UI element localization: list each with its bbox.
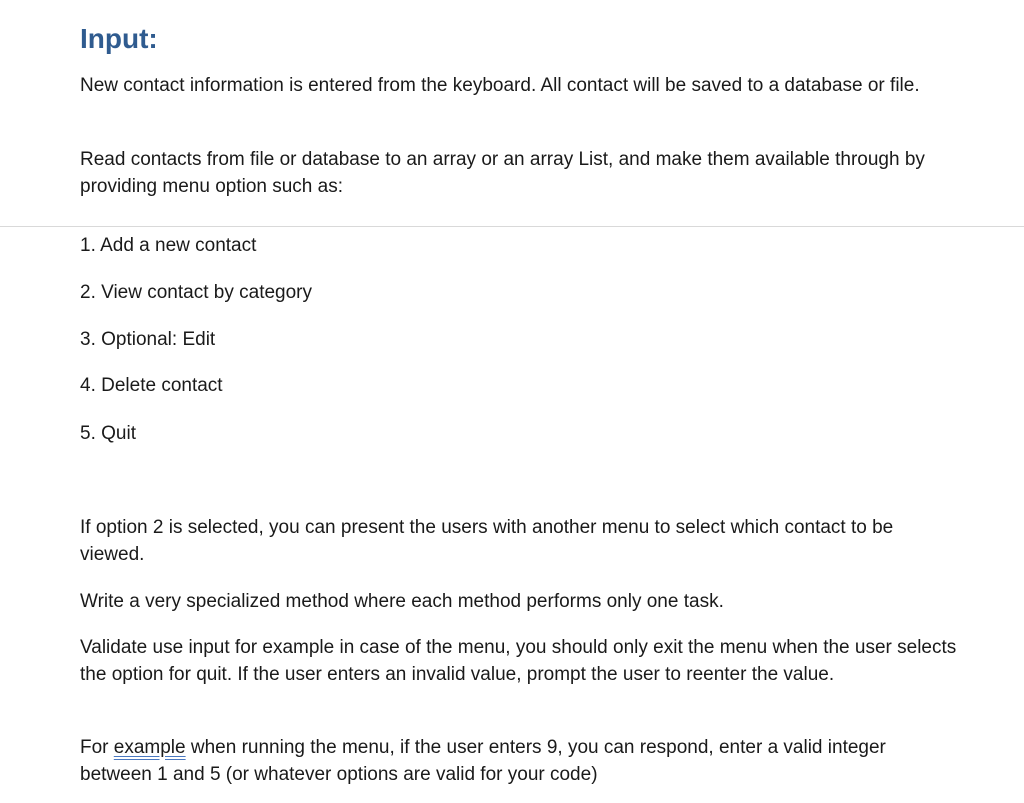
paragraph-example xyxy=(80,735,960,788)
example-suffix: when running the menu, if the user enters 9, you can respond, enter a valid integer between 1 and 5 (or whatever options are valid for your code) xyxy=(80,737,886,785)
menu-item-edit: 3. Optional: Edit xyxy=(80,329,216,350)
paragraph-option-two: If option 2 is selected, you can present the users with another menu to select which contact to be viewed. xyxy=(80,517,894,565)
menu-item-quit: 5. Quit xyxy=(80,423,136,444)
paragraph-new-contact: New contact information is entered from the keyboard. All contact will be saved to a database or file. xyxy=(80,75,920,96)
spellcheck-underlined-word: example xyxy=(113,737,186,758)
menu-item-delete-contact: 4. Delete contact xyxy=(80,375,223,396)
section-heading: Input: xyxy=(80,23,158,54)
menu-item-view-contact: 2. View contact by category xyxy=(80,282,312,303)
paragraph-validate-input: Validate use input for example in case of the menu, you should only exit the menu when the user selects the option for quit. If the user enters an invalid value, prompt the user to reenter the value. xyxy=(80,637,957,685)
example-prefix: For xyxy=(80,737,114,758)
menu-item-add-contact: 1. Add a new contact xyxy=(80,235,257,256)
paragraph-read-contacts: Read contacts from file or database to an array or an array List, and make them available through by providing menu option such as: xyxy=(80,149,925,197)
page-break-divider xyxy=(0,226,1024,227)
paragraph-specialized-method: Write a very specialized method where each method performs only one task. xyxy=(80,591,724,612)
